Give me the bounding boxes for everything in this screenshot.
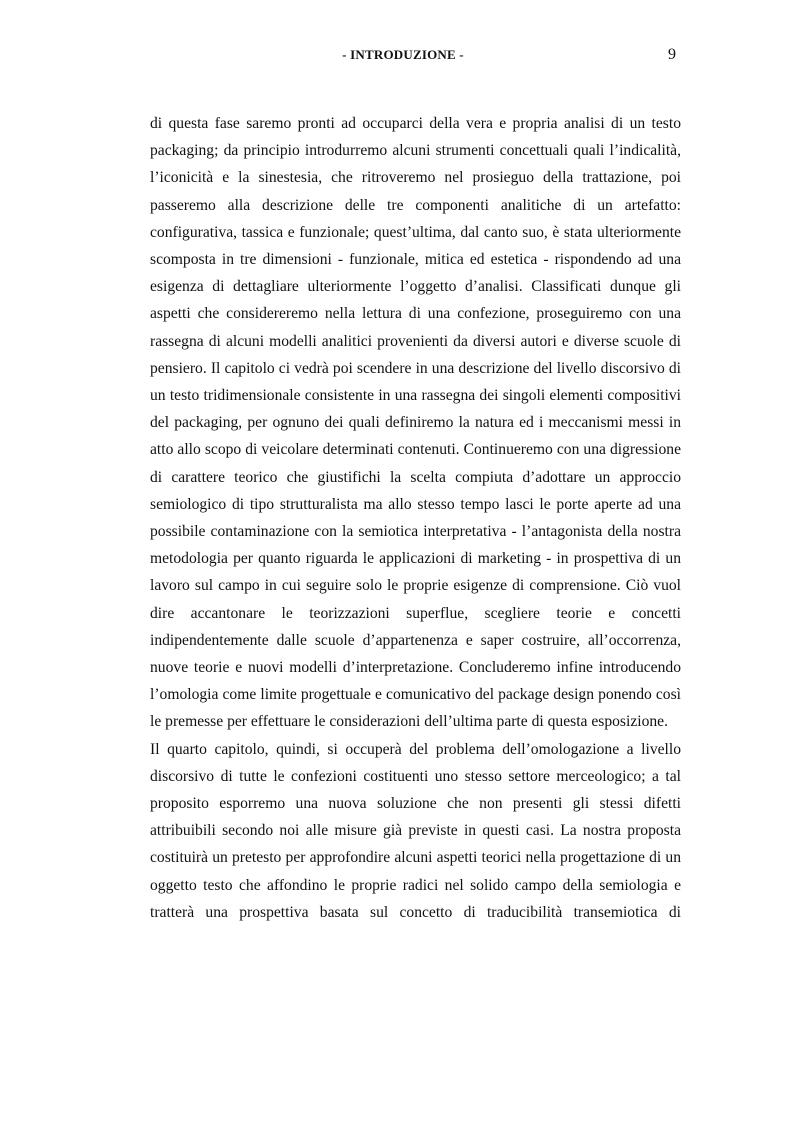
paragraph: di questa fase saremo pronti ad occuparci della vera e propria analisi di un testo packaging; da principio introdurremo alcuni strumenti concettuali quali l’indicalità, l’iconicità e la sinestesia, che ritroveremo nel prosieguo della trattazione, poi passeremo alla descrizione delle tre componenti analitiche di un artefatto: configurativa, tassica e funzionale; quest’ultima, dal canto suo, è stata ulteriormente scomposta in tre dimensioni - funzionale, mitica ed estetica - rispondendo ad una esigenza di dettagliare ulteriormente l’oggetto d’analisi. Classificati dunque gli aspetti che considereremo nella lettura di una confezione, proseguiremo con una rassegna di alcuni modelli analitici provenienti da diversi autori e diverse scuole di pensiero. Il capitolo ci vedrà poi scendere in una descrizione del livello discorsivo di un testo tridimensionale consistente in una rassegna dei singoli elementi compositivi del packaging, per ognuno dei quali definiremo la natura ed i meccanismi messi in atto allo scopo di veicolare determinati contenuti. Continueremo con una digressione di carattere teorico che giustifichi la scelta compiuta d’adottare un approccio semiologico di tipo strutturalista ma allo stesso tempo lasci le porte aperte ad una possibile contaminazione con la semiotica interpretativa - l’antagonista della nostra metodologia per quanto riguarda le applicazioni di marketing - in prospettiva di un lavoro sul campo in cui seguire solo le proprie esigenze di comprensione. Ciò vuol dire accantonare le teorizzazioni superflue, scegliere teorie e concetti indipendentemente dalle scuole d’appartenenza e saper costruire, all’occorrenza, nuove teorie e nuovi modelli d’interpretazione. Concluderemo infine introducendo l’omologia come limite progettuale e comunicativo del package design ponendo così le premesse per effettuare le considerazioni dell’ultima parte di questa esposizione.	[150, 115, 681, 731]
paragraph: Il quarto capitolo, quindi, si occuperà del problema dell’omologazione a livello discorsivo di tutte le confezioni costituenti uno stesso settore merceologico; a tal proposito esporremo una nuova soluzione che non presenti gli stessi difetti attribuibili secondo noi alle misure già previste in questi casi. La nostra proposta costituirà un pretesto per approfondire alcuni aspetti teorici nella progettazione di un oggetto testo che affondino le proprie radici nel solido campo della semiologia e tratterà una prospettiva basata sul concetto di traducibilità transemiotica di	[150, 740, 681, 921]
page-number: 9	[668, 46, 676, 63]
running-header-title: - INTRODUZIONE -	[342, 47, 464, 62]
body-text	[150, 110, 681, 926]
